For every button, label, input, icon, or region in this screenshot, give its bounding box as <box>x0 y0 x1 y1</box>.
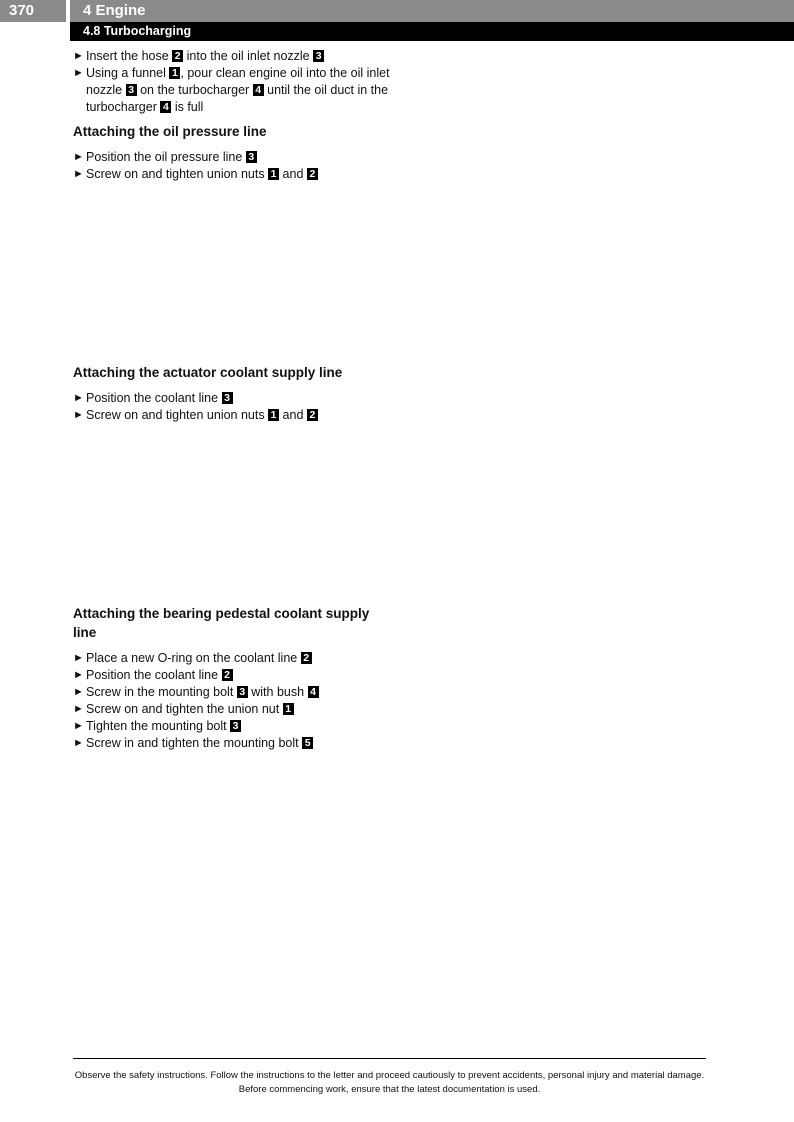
step-arrow-icon: ► <box>73 392 84 404</box>
section-heading: Attaching the actuator coolant supply line <box>73 365 343 380</box>
instruction-step <box>73 48 403 65</box>
section-bearing-pedestal-coolant-line <box>73 604 383 752</box>
part-reference-badge: 3 <box>126 84 137 96</box>
part-reference-badge: 3 <box>246 151 257 163</box>
page-number: 370 <box>0 0 66 22</box>
section-title: 4.8 Turbocharging <box>70 22 794 41</box>
step-text: Tighten the mounting bolt <box>86 719 231 733</box>
step-text: , pour clean engine oil into the oil inlet nozzle <box>86 66 390 97</box>
step-text: Using a funnel <box>86 66 170 80</box>
step-text: into the oil inlet nozzle <box>183 49 314 63</box>
step-arrow-icon: ► <box>73 151 84 163</box>
step-text: Screw on and tighten union nuts <box>86 408 269 422</box>
instruction-step <box>73 684 383 701</box>
step-arrow-icon: ► <box>73 737 84 749</box>
step-arrow-icon: ► <box>73 168 84 180</box>
step-text: until the oil duct in the turbocharger <box>86 83 389 114</box>
part-reference-badge: 3 <box>222 392 233 404</box>
instruction-step <box>73 650 383 667</box>
part-reference-badge: 1 <box>169 67 180 79</box>
footer-divider <box>73 1058 706 1059</box>
instruction-step <box>73 667 383 684</box>
step-arrow-icon: ► <box>73 669 84 681</box>
section-heading: Attaching the oil pressure line <box>73 124 267 139</box>
part-reference-badge: 5 <box>302 737 313 749</box>
instruction-step <box>73 701 383 718</box>
part-reference-badge: 2 <box>307 409 318 421</box>
part-reference-badge: 1 <box>283 703 294 715</box>
step-text: and <box>279 167 307 181</box>
part-reference-badge: 4 <box>253 84 264 96</box>
step-text: Insert the hose <box>86 49 173 63</box>
instruction-step <box>73 166 403 183</box>
intro-steps <box>73 48 403 116</box>
step-text: Position the oil pressure line <box>86 150 246 164</box>
step-text: Screw on and tighten the union nut <box>86 702 283 716</box>
chapter-title: 4 Engine <box>70 0 794 22</box>
part-reference-badge: 2 <box>301 652 312 664</box>
instruction-step <box>73 407 403 424</box>
part-reference-badge: 2 <box>307 168 318 180</box>
instruction-step <box>73 65 403 116</box>
part-reference-badge: 3 <box>237 686 248 698</box>
step-arrow-icon: ► <box>73 652 84 664</box>
part-reference-badge: 4 <box>160 101 171 113</box>
instruction-step <box>73 735 383 752</box>
step-arrow-icon: ► <box>73 67 84 79</box>
step-text: and <box>279 408 307 422</box>
section-heading: Attaching the bearing pedestal coolant supply line <box>73 606 370 640</box>
part-reference-badge: 2 <box>222 669 233 681</box>
step-arrow-icon: ► <box>73 720 84 732</box>
instruction-step <box>73 149 403 166</box>
safety-notice: Observe the safety instructions. Follow the instructions to the letter and proceed cautiously to prevent accidents, personal injury and material damage. Before commencing work, ensure that the latest documentation is used. <box>74 1070 705 1095</box>
step-text: Screw in the mounting bolt <box>86 685 237 699</box>
step-text: Place a new O-ring on the coolant line <box>86 651 301 665</box>
step-text: Position the coolant line <box>86 391 222 405</box>
step-text: with bush <box>247 685 308 699</box>
part-reference-badge: 2 <box>172 50 183 62</box>
step-text: is full <box>171 100 204 114</box>
section-oil-pressure-line <box>73 122 403 183</box>
page-header <box>0 0 794 22</box>
part-reference-badge: 3 <box>230 720 241 732</box>
part-reference-badge: 1 <box>268 409 279 421</box>
instruction-step <box>73 390 403 407</box>
step-text: Screw in and tighten the mounting bolt <box>86 736 303 750</box>
step-arrow-icon: ► <box>73 686 84 698</box>
step-arrow-icon: ► <box>73 703 84 715</box>
section-actuator-coolant-line <box>73 363 403 424</box>
step-text: Screw on and tighten union nuts <box>86 167 269 181</box>
step-text: Position the coolant line <box>86 668 222 682</box>
step-arrow-icon: ► <box>73 50 84 62</box>
step-arrow-icon: ► <box>73 409 84 421</box>
instruction-step <box>73 718 383 735</box>
part-reference-badge: 4 <box>308 686 319 698</box>
part-reference-badge: 3 <box>313 50 324 62</box>
step-text: on the turbocharger <box>136 83 253 97</box>
part-reference-badge: 1 <box>268 168 279 180</box>
